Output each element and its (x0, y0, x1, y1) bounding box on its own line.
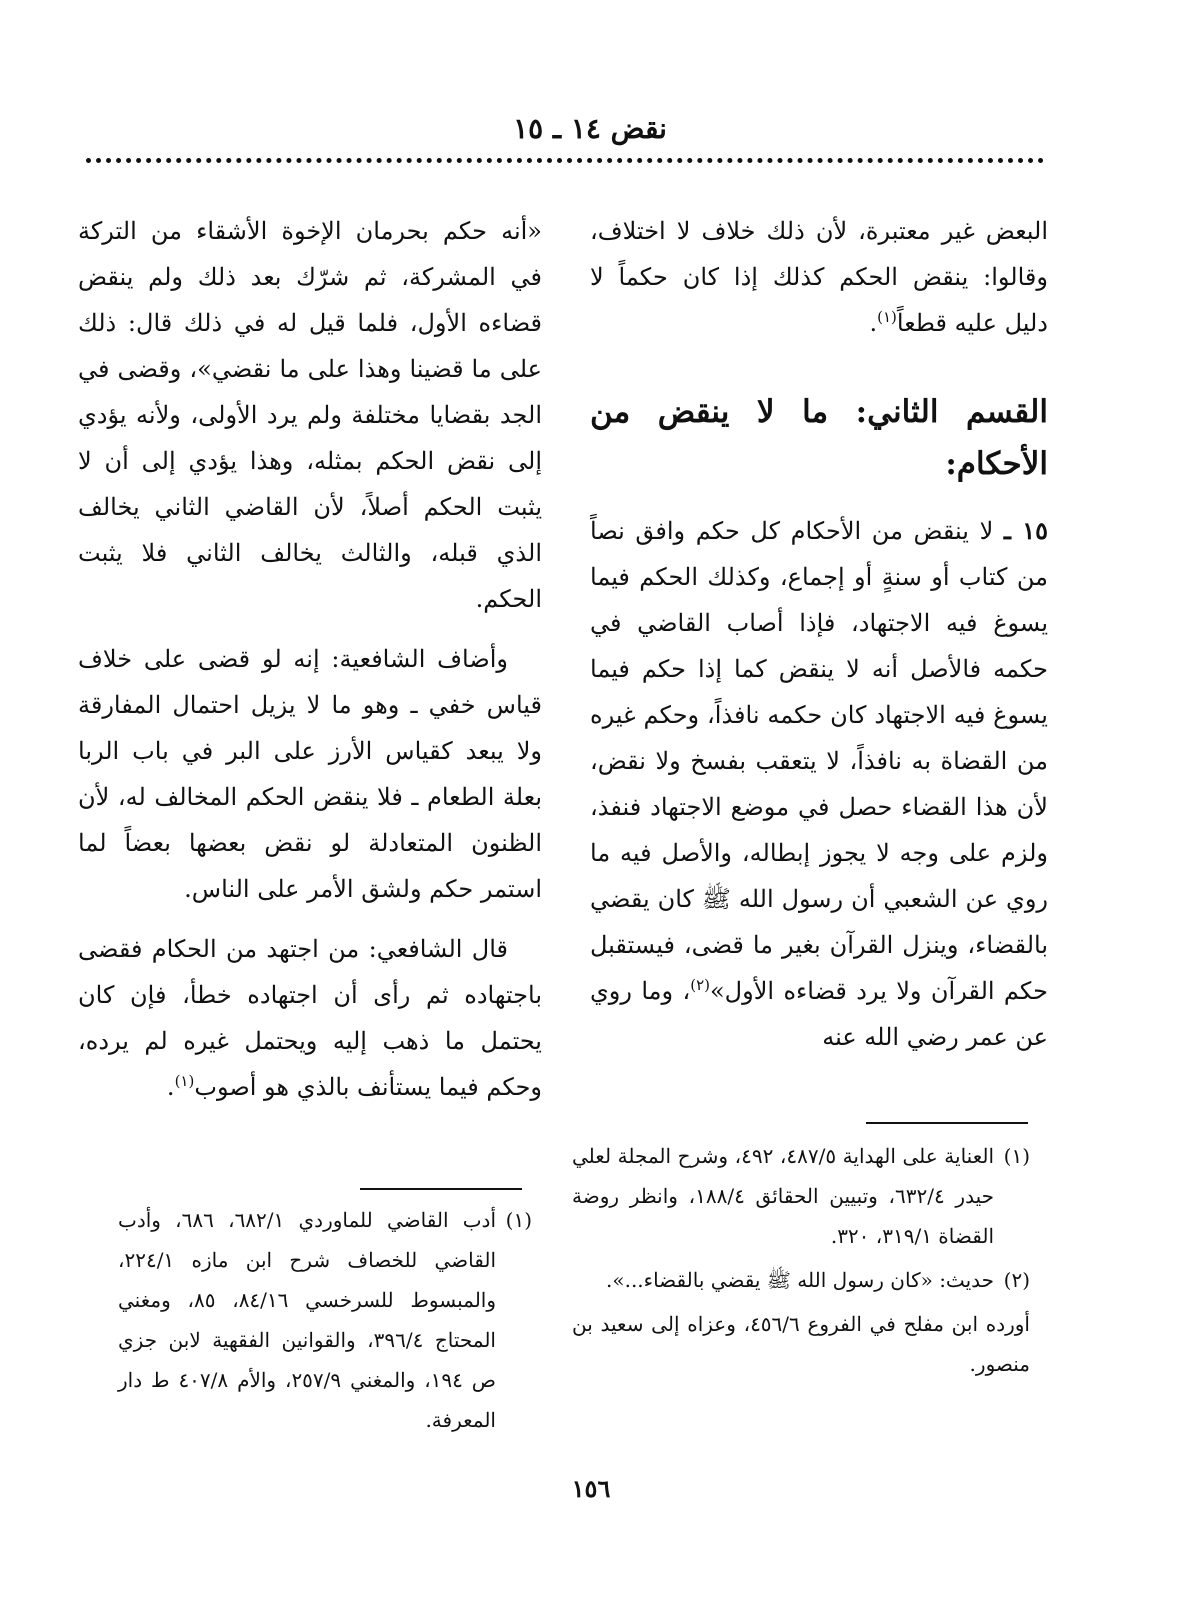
section-heading: القسم الثاني: ما لا ينقض من الأحكام: (590, 394, 1048, 482)
paragraph-15-text: لا ينقض من الأحكام كل حكم وافق نصاً من كتاب أو سنةٍ أو إجماع، وكذلك الحكم فيما يسوغ فيه الاجتهاد، فإذا أصاب القاضي في حكمه فالأصل أنه لا ينقض كما إذا حكم فيما يسوغ فيه الاجتهاد كان حكمه نافذاً، وحكم غيره من القضاة به نافذاً، لا يتعقب بفسخ ولا نقض، لأن هذا القضاء حصل في موضع الاجتهاد فنفذ، ولزم على وجه لا يجوز إبطاله، والأصل فيه ما روي عن الشعبي أن رسول الله ﷺ كان يقضي بالقضاء، وينزل القرآن بغير ما قضى، فيستقبل حكم القرآن ولا يرد قضاءه الأول» (590, 517, 1048, 1005)
footnotes-left (118, 1200, 532, 1444)
header-dotted-rule (86, 158, 1044, 163)
footnote-rule-right (866, 1122, 1028, 1124)
footnote-text: أدب القاضي للماوردي ٦٨٢/١، ٦٨٦، وأدب القاضي للخصاف شرح ابن مازه ٢٢٤/١، والمبسوط للسرخسي ٨٤/١٦، ٨٥، ومغني المحتاج ٣٩٦/٤، والقوانين الفقهية لابن جزي ص ١٩٤، والمغني ٢٥٧/٩، والأم ٤٠٧/٨ ط دار المعرفة. (118, 1208, 497, 1432)
continuation-paragraph (590, 208, 1048, 346)
footnote-mark: (٢) (1003, 1268, 1030, 1292)
right-column (590, 208, 1048, 1074)
left-paragraph-1: «أنه حكم بحرمان الإخوة الأشقاء من التركة في المشركة، ثم شرّك بعد ذلك ولم ينقض قضاءه الأول، فلما قيل له في ذلك قال: ذلك على ما قضينا وهذا على ما نقضي»، وقضى في الجد بقضايا مختلفة ولم يرد الأولى، ولأنه يؤدي إلى نقض الحكم بمثله، وهذا يؤدي إلى أن لا يثبت الحكم أصلاً، لأن القاضي الثاني يخالف الذي قبله، والثالث يخالف الثاني فلا يثبت الحكم. (78, 217, 542, 613)
footnote-ref: (١) (174, 1072, 195, 1090)
footnote-ref: (١) (877, 308, 897, 326)
left-column (78, 208, 542, 1124)
page-number: ١٥٦ (571, 1474, 611, 1503)
footnote-ref: (٢) (690, 976, 710, 994)
footnote-item (572, 1260, 1030, 1300)
footnote-item (572, 1136, 1030, 1256)
footnote-text: العناية على الهداية ٤٨٧/٥، ٤٩٢، وشرح المجلة لعلي حيدر ٦٣٢/٤، وتبيين الحقائق ١٨٨/٤، وانظر روضة القضاة ٣١٩/١، ٣٢٠. (572, 1144, 995, 1248)
footnote-item (118, 1200, 532, 1440)
left-paragraph-3-end: . (166, 1073, 175, 1101)
running-title: نقض ١٤ ـ ١٥ (513, 112, 667, 145)
footnote-mark: (١) (505, 1208, 532, 1232)
footnotes-right (572, 1136, 1030, 1384)
paragraph-number: ١٥ ـ (1003, 516, 1048, 545)
left-paragraph-2: وأضاف الشافعية: إنه لو قضى على خلاف قياس خفي ـ وهو ما لا يزيل احتمال المفارقة ولا يبعد كقياس الأرز على البر في باب الربا بعلة الطعام ـ فلا ينقض الحكم المخالف له، لأن الظنون المتعادلة لو نقض بعضها بعضاً لما استمر حكم ولشق الأمر على الناس. (78, 645, 542, 903)
paragraph-15 (590, 508, 1048, 1060)
left-paragraph-3-text: قال الشافعي: من اجتهد من الحكام فقضى باجتهاده ثم رأى أن اجتهاده خطأ، فإن كان يحتمل ما ذهب إليه ويحتمل غيره لم يرده، وحكم فيما يستأنف بالذي هو أصوب (78, 935, 542, 1101)
continuation-text: البعض غير معتبرة، لأن ذلك خلاف لا اختلاف، وقالوا: ينقض الحكم كذلك إذا كان حكماً لا دليل عليه قطعاً (590, 217, 1048, 337)
footnote-mark: (١) (1003, 1144, 1030, 1168)
footnote-continuation: أورده ابن مفلح في الفروع ٤٥٦/٦، وعزاه إلى سعيد بن منصور. (572, 1312, 1030, 1376)
left-paragraph-3 (78, 926, 542, 1110)
continuation-end: . (869, 309, 878, 337)
footnote-text: حديث: «كان رسول الله ﷺ يقضي بالقضاء...». (606, 1268, 994, 1292)
footnote-rule-left (360, 1188, 522, 1190)
paragraph-15-end: ، وما روي عن عمر رضي الله عنه (590, 977, 1048, 1051)
